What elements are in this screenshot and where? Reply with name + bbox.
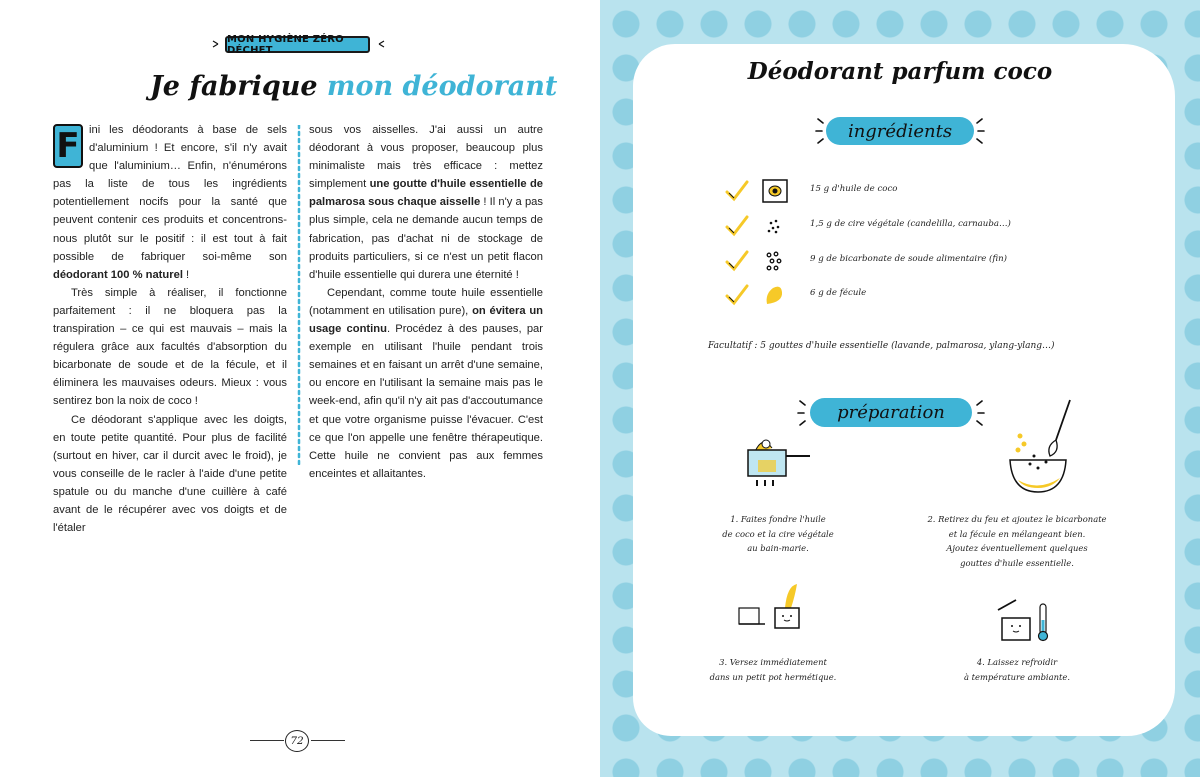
- paragraph-text: sous vos aisselles. J'ai aussi un autre déodorant à vous proposer, beaucoup plus minimaliste mais très efficace : mettez simplement: [309, 124, 543, 191]
- baking-soda-icon: [757, 246, 797, 276]
- paragraph-text: ini les déodorants à base de sels d'aluminium ! Et encore, s'il n'y avait que l'aluminium… Enfin, n'énumérons pas la liste de tous les ingrédients potentiellement nocifs pour la santé que peuvent contenir ces produits et concentrons-nous plutôt sur le positif : il est tout à fait possible de fabriquer soi-même son: [53, 124, 287, 263]
- ingredients-heading: ingrédients: [826, 117, 974, 145]
- checkmark-icon: [725, 215, 749, 237]
- text-column-right: [309, 121, 543, 483]
- title-main: Je fabrique: [150, 71, 318, 102]
- step-line: 4. Laissez refroidir: [976, 657, 1058, 667]
- page-title: [150, 71, 558, 111]
- ingredient-row: [725, 280, 1155, 310]
- paragraph-text: Très simple à réaliser, il fonctionne parfaitement : il ne bloquera pas la transpiration – ce qui est mauvais – mais la régulera grâce aux facultés d'absorption du bicarbonate de soude et de la fécule, et il éliminera les mauvaises odeurs. Mieux : vous sentirez bon la noix de coco !: [53, 286, 287, 408]
- step-1-text: [688, 512, 868, 556]
- step-line: 2. Retirez du feu et ajoutez le bicarbonate: [927, 514, 1107, 524]
- footer-rule: [250, 740, 284, 741]
- checkmark-icon: [725, 284, 749, 306]
- step-3-text: [678, 655, 868, 684]
- ingredient-text: 9 g de bicarbonate de soude alimentaire (fin): [810, 254, 1008, 264]
- sparkle-icon: [212, 40, 220, 48]
- preparation-heading: préparation: [810, 398, 972, 427]
- paragraph-text: Ce déodorant s'applique avec les doigts, en toute petite quantité. Pour plus de facilité (surtout en hiver, car il durcit avec le froid), je vous conseille de le racler à l'aide d'une petite spatule ou du manche d'une cuillère à café avant de le récupérer avec vos doigts et de l'étaler: [53, 413, 287, 535]
- sparkle-icon: [377, 40, 385, 48]
- drop-cap: F: [53, 124, 83, 168]
- step-4-text: [922, 655, 1112, 684]
- step-line: gouttes d'huile essentielle.: [960, 557, 1074, 568]
- title-accent: mon déodorant: [326, 71, 558, 102]
- section-tag: MON HYGIÈNE ZÉRO DÉCHET: [225, 36, 370, 53]
- ingredient-text: 1,5 g de cire végétale (candelilla, carnauba…): [810, 219, 1011, 229]
- paragraph-text: Cependant, comme toute huile essentielle (notamment en utilisation pure),: [309, 286, 543, 317]
- page-footer: [250, 730, 345, 752]
- footer-rule: [311, 740, 345, 741]
- double-boiler-icon: [740, 432, 820, 494]
- step-line: au bain-marie.: [747, 543, 809, 554]
- page-number: 72: [285, 730, 309, 752]
- recipe-title: Déodorant parfum coco: [747, 58, 1053, 85]
- wax-pellets-icon: [757, 211, 797, 241]
- emphasis-text: on évitera un usage continu: [309, 304, 543, 336]
- step-line: dans un petit pot hermétique.: [709, 671, 837, 682]
- ingredient-text: 6 g de fécule: [810, 288, 867, 298]
- step-line: et la fécule en mélangeant bien.: [948, 528, 1086, 539]
- text-column-left: [53, 121, 287, 537]
- ingredient-row: [725, 246, 1155, 276]
- step-line: Ajoutez éventuellement quelques: [946, 543, 1088, 554]
- column-divider: [296, 125, 302, 465]
- emphasis-text: déodorant 100 % naturel: [53, 268, 183, 281]
- right-page: [600, 0, 1200, 777]
- step-line: 1. Faites fondre l'huile: [730, 514, 826, 524]
- ingredient-row: [725, 211, 1155, 241]
- step-line: 3. Versez immédiatement: [719, 657, 827, 667]
- ingredient-row: [725, 176, 1155, 206]
- paragraph-text: !: [182, 268, 190, 281]
- emphasis-text: une goutte d'huile essentielle de palmarosa sous chaque aisselle: [309, 178, 543, 209]
- mixing-bowl-whisk-icon: [1000, 396, 1090, 498]
- step-line: à température ambiante.: [964, 671, 1070, 682]
- checkmark-icon: [725, 250, 749, 272]
- coconut-oil-jar-icon: [757, 176, 797, 206]
- ingredient-text: 15 g d'huile de coco: [810, 184, 898, 194]
- paragraph-text: ! Il n'y a pas plus simple, cela ne demande aucun temps de fabrication, pas d'achat ni de stockage de produits particuliers, si ce n'est un petit flacon d'huile essentielle qui durera une éternité !: [309, 196, 543, 281]
- pouring-jar-icon: [735, 582, 815, 634]
- paragraph-text: . Procédez à des pauses, par exemple en utilisant l'huile pendant trois semaines et en faisant un arrêt d'une semaine, ou encore en l'utilisant la semaine mais pas le week-end, afin qu'il n'y ait pas d'accoutumance et que votre organisme puisse l'évacuer. C'est ce que l'on appelle une fenêtre thérapeutique. Cette huile ne convient pas aux femmes enceintes et allaitantes.: [309, 323, 543, 480]
- step-2-text: [922, 512, 1112, 570]
- checkmark-icon: [725, 180, 749, 202]
- optional-ingredient: Facultatif : 5 gouttes d'huile essentielle (lavande, palmarosa, ylang-ylang…): [708, 341, 1055, 351]
- step-line: de coco et la cire végétale: [722, 528, 834, 539]
- cooling-jar-icon: [992, 596, 1072, 646]
- starch-icon: [757, 280, 797, 310]
